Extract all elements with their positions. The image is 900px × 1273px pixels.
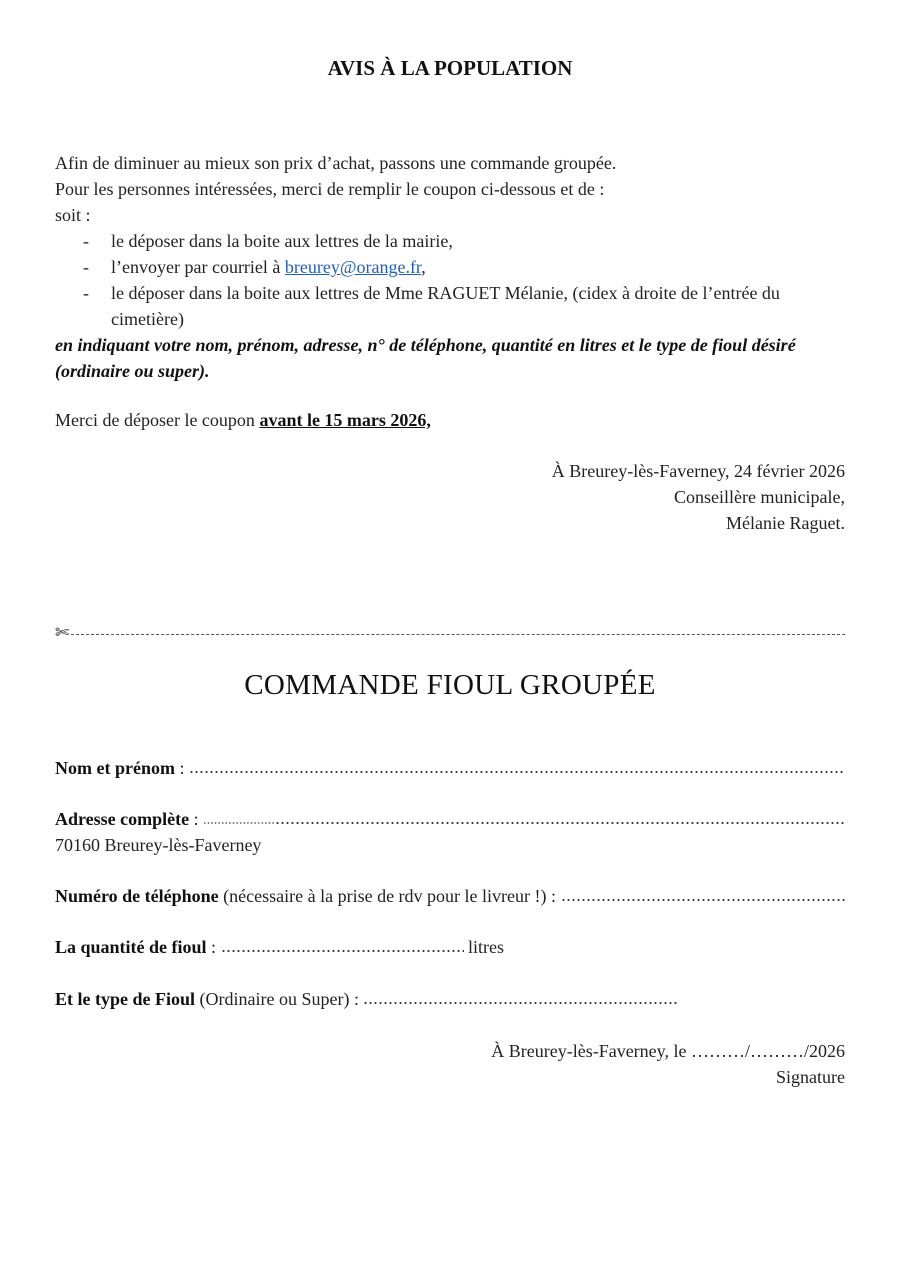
fuel-type-field <box>55 986 845 1012</box>
name-input-line[interactable] <box>189 755 845 781</box>
quantity-unit: litres <box>468 937 505 957</box>
dotted-line <box>203 806 275 832</box>
dotted-line <box>275 806 845 832</box>
fuel-type-input-line[interactable] <box>363 986 679 1012</box>
signer-role: Conseillère municipale, <box>674 487 845 507</box>
field-colon: : <box>189 809 204 829</box>
notice-title: AVIS À LA POPULATION <box>327 56 573 80</box>
quantity-label: La quantité de fioul <box>55 937 207 957</box>
form-signature-block <box>491 1038 845 1090</box>
dashed-divider <box>71 634 845 635</box>
address-input-line[interactable] <box>275 806 845 832</box>
option-text: le déposer dans la boite aux lettres de Mme RAGUET Mélanie, (cidex à droite de l’entrée du cimetière) <box>111 283 780 329</box>
list-bullet: - <box>83 283 89 303</box>
field-colon: : <box>546 886 561 906</box>
option-text: , <box>421 257 426 277</box>
phone-note: (nécessaire à la prise de rdv pour le livreur !) <box>223 886 547 906</box>
instructions-text: en indiquant votre nom, prénom, adresse, n° de téléphone, quantité en litres et le type de fioul désiré (ordinaire ou super). <box>55 335 796 381</box>
dotted-line <box>561 883 845 909</box>
name-label: Nom et prénom <box>55 758 175 778</box>
phone-field <box>55 883 845 909</box>
deadline-line <box>55 407 431 433</box>
delivery-options-list <box>55 228 850 332</box>
list-bullet: - <box>83 231 89 251</box>
intro-line: Afin de diminuer au mieux son prix d’achat, passons une commande groupée. <box>55 153 617 173</box>
scissors-icon: ✄ <box>55 623 70 643</box>
deadline-date: avant le 15 mars 2026, <box>259 410 431 430</box>
fuel-type-label: Et le type de Fioul <box>55 989 195 1009</box>
field-colon: : <box>174 758 189 778</box>
list-bullet: - <box>83 257 89 277</box>
quantity-input-line[interactable] <box>221 934 464 960</box>
list-item <box>55 280 850 332</box>
cut-line <box>55 620 845 646</box>
list-item <box>55 254 850 280</box>
address-field <box>55 806 845 832</box>
form-place-date: À Breurey-lès-Faverney, le ………/………/2026 <box>491 1041 845 1061</box>
fuel-type-note: (Ordinaire ou Super) <box>199 989 350 1009</box>
intro-line: soit : <box>55 205 91 225</box>
dotted-line <box>363 986 679 1012</box>
field-colon: : <box>349 989 364 1009</box>
place-date: À Breurey-lès-Faverney, 24 février 2026 <box>551 461 845 481</box>
option-text: le déposer dans la boite aux lettres de la mairie, <box>111 231 453 251</box>
phone-input-line[interactable] <box>561 883 845 909</box>
signature-label: Signature <box>776 1067 845 1087</box>
email-link[interactable]: breurey@orange.fr <box>284 257 422 277</box>
signer-name: Mélanie Raguet. <box>726 513 845 533</box>
list-item <box>55 228 850 254</box>
quantity-field <box>55 934 845 960</box>
address-label: Adresse complète <box>55 809 190 829</box>
notice-body <box>55 150 850 384</box>
intro-line: Pour les personnes intéressées, merci de remplir le coupon ci-dessous et de : <box>55 179 605 199</box>
deadline-prefix: Merci de déposer le coupon <box>55 410 260 430</box>
option-text: l’envoyer par courriel à <box>111 257 285 277</box>
address-input-line-start[interactable] <box>203 806 275 832</box>
phone-label: Numéro de téléphone <box>55 886 219 906</box>
notice-signature-block <box>552 458 845 536</box>
form-title: COMMANDE FIOUL GROUPÉE <box>244 669 656 701</box>
address-city: 70160 Breurey-lès-Faverney <box>55 835 262 855</box>
dotted-line <box>221 934 464 960</box>
name-field <box>55 755 845 781</box>
dotted-line <box>189 755 845 781</box>
field-colon: : <box>206 937 221 957</box>
